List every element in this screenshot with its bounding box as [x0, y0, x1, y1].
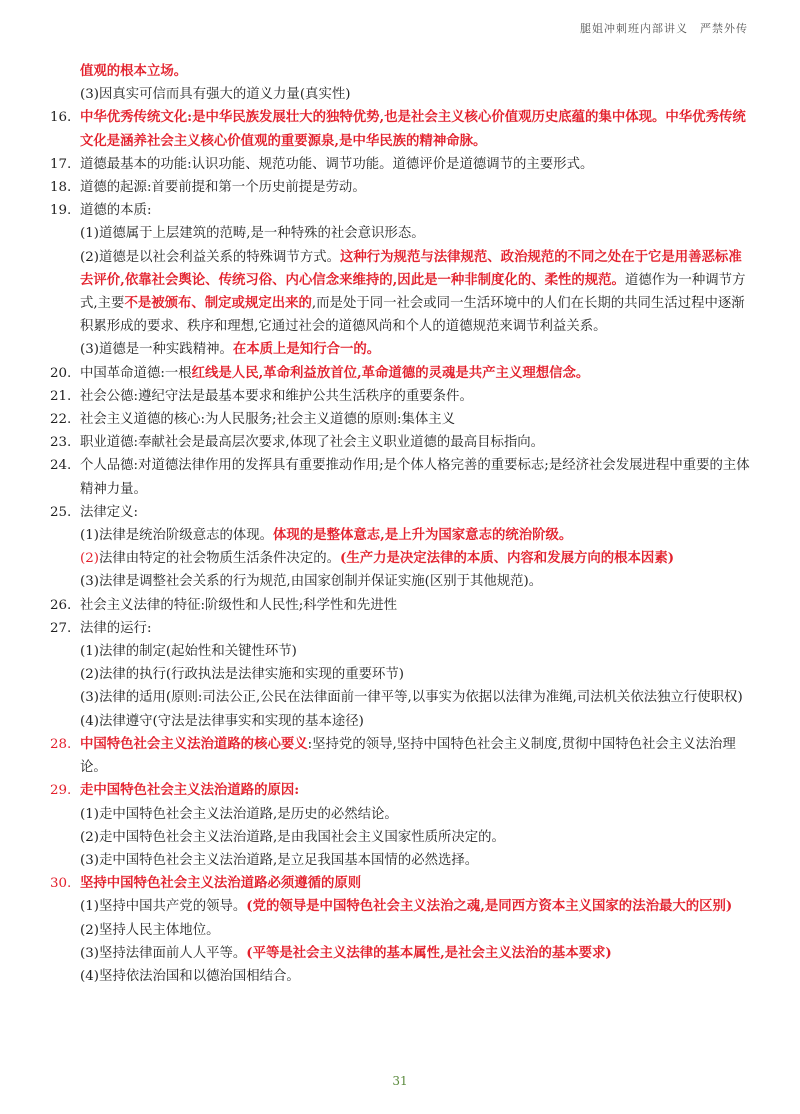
item-text: 法律的运行:: [80, 620, 152, 636]
item-text: 走中国特色社会主义法治道路的原因:: [80, 782, 300, 799]
numbered-item-18: [50, 176, 750, 199]
list-item: (1)法律是统治阶级意志的体现。体现的是整体意志,是上升为国家意志的统治阶级。: [80, 527, 573, 544]
numbered-item-26: [50, 594, 750, 617]
item-number: 19.: [50, 203, 72, 219]
list-item: (2)走中国特色社会主义法治道路,是由我国社会主义国家性质所决定的。: [80, 829, 505, 845]
numbered-item-21: [50, 385, 750, 408]
document-content: [50, 60, 750, 988]
item-number: 22.: [50, 412, 72, 428]
item-text: 中华优秀传统文化:是中华民族发展壮大的独特优势,也是社会主义核心价值观历史底蕴的集中体现。中华优秀传统文化是涵养社会主义核心价值观的重要源泉,是中华民族的精神命脉。: [80, 109, 746, 149]
item-number: 28.: [50, 736, 72, 752]
continuation-line: 值观的根本立场。: [80, 63, 188, 79]
numbered-item-16: [50, 106, 750, 152]
item-text: 道德的起源:首要前提和第一个历史前提是劳动。: [80, 180, 366, 196]
numbered-item-30: [50, 872, 750, 895]
list-item: (1)道德属于上层建筑的范畴,是一种特殊的社会意识形态。: [80, 226, 425, 242]
list-item: (1)走中国特色社会主义法治道路,是历史的必然结论。: [80, 806, 398, 822]
item-text: 社会公德:遵纪守法是最基本要求和维护公共生活秩序的重要条件。: [80, 388, 473, 404]
list-item: (4)坚持依法治国和以德治国相结合。: [80, 968, 300, 984]
item-number: 27.: [50, 620, 72, 636]
list-item: (1)法律的制定(起始性和关键性环节): [80, 644, 297, 660]
item-text: 中国革命道德:一根红线是人民,革命利益放首位,革命道德的灵魂是共产主义理想信念。: [80, 364, 590, 381]
item-text: 道德最基本的功能:认识功能、规范功能、调节功能。道德评价是道德调节的主要形式。: [80, 156, 594, 172]
item-number: 23.: [50, 435, 72, 451]
list-item: (1)坚持中国共产党的领导。(党的领导是中国特色社会主义法治之魂,是同西方资本主义国家的法治最大的区别): [80, 898, 733, 915]
list-item: (3)法律的适用(原则:司法公正,公民在法律面前一律平等,以事实为依据以法律为准绳,司法机关依法独立行使职权): [80, 690, 743, 706]
list-item: (3)道德是一种实践精神。在本质上是知行合一的。: [80, 341, 381, 358]
numbered-item-28: [50, 733, 750, 779]
item-text: 法律定义:: [80, 504, 139, 520]
item-number: 21.: [50, 388, 72, 404]
page-number: 31: [392, 1074, 408, 1088]
list-item: (4)法律遵守(守法是法律事实和实现的基本途径): [80, 713, 364, 729]
item-text: 社会主义道德的核心:为人民服务;社会主义道德的原则:集体主义: [80, 412, 456, 428]
list-item: (2)法律的执行(行政执法是法律实施和实现的重要环节): [80, 667, 405, 683]
list-item: (2)道德是以社会利益关系的特殊调节方式。这种行为规范与法律规范、政治规范的不同之处在于它是用善恶标准去评价,依靠社会舆论、传统习俗、内心信念来维持的,因此是一种非制度化的、柔性的规范。道德作为一种调节方式,主要不是被颁布、制定或规定出来的,而是处于同一社会或同一生活环境中的人们在长期的共同生活过程中逐渐积累形成的要求、秩序和理想,它通过社会的道德风尚和个人的道德规范来调节利益关系。: [80, 248, 746, 335]
list-item: (3)因真实可信而具有强大的道义力量(真实性): [80, 87, 351, 103]
item-text: 社会主义法律的特征:阶级性和人民性;科学性和先进性: [80, 597, 398, 613]
item-number: 25.: [50, 504, 72, 520]
item-text: 个人品德:对道德法律作用的发挥具有重要推动作用;是个体人格完善的重要标志;是经济社会发展进程中重要的主体精神力量。: [80, 458, 750, 497]
item-text: 中国特色社会主义法治道路的核心要义:坚持党的领导,坚持中国特色社会主义制度,贯彻中国特色社会主义法治理论。: [80, 735, 736, 776]
item-text: 职业道德:奉献社会是最高层次要求,体现了社会主义职业道德的最高目标指向。: [80, 435, 545, 451]
numbered-item-25: [50, 501, 750, 524]
numbered-item-24: [50, 454, 750, 500]
numbered-item-23: [50, 431, 750, 454]
list-item: (3)走中国特色社会主义法治道路,是立足我国基本国情的必然选择。: [80, 852, 479, 868]
item-number: 18.: [50, 180, 72, 196]
numbered-item-20: [50, 362, 750, 385]
list-item: (2)法律由特定的社会物质生活条件决定的。(生产力是决定法律的本质、内容和发展方向的根本因素): [80, 550, 675, 567]
item-number: 30.: [50, 876, 72, 892]
item-number: 20.: [50, 365, 72, 381]
list-item: (2)坚持人民主体地位。: [80, 922, 220, 938]
list-item: (3)坚持法律面前人人平等。(平等是社会主义法律的基本属性,是社会主义法治的基本要求): [80, 944, 612, 961]
numbered-item-22: [50, 408, 750, 431]
item-number: 16.: [50, 110, 72, 126]
numbered-item-27: [50, 617, 750, 640]
item-number: 29.: [50, 783, 72, 799]
list-item: (3)法律是调整社会关系的行为规范,由国家创制并保证实施(区别于其他规范)。: [80, 574, 543, 590]
item-text: 道德的本质:: [80, 203, 152, 219]
item-number: 26.: [50, 597, 72, 613]
page-header: 腿姐冲刺班内部讲义 严禁外传: [580, 22, 748, 35]
numbered-item-17: [50, 153, 750, 176]
item-text: 坚持中国特色社会主义法治道路必须遵循的原则: [80, 875, 362, 892]
item-number: 24.: [50, 458, 72, 474]
numbered-item-19: [50, 199, 750, 222]
item-number: 17.: [50, 156, 72, 172]
numbered-item-29: [50, 779, 750, 802]
